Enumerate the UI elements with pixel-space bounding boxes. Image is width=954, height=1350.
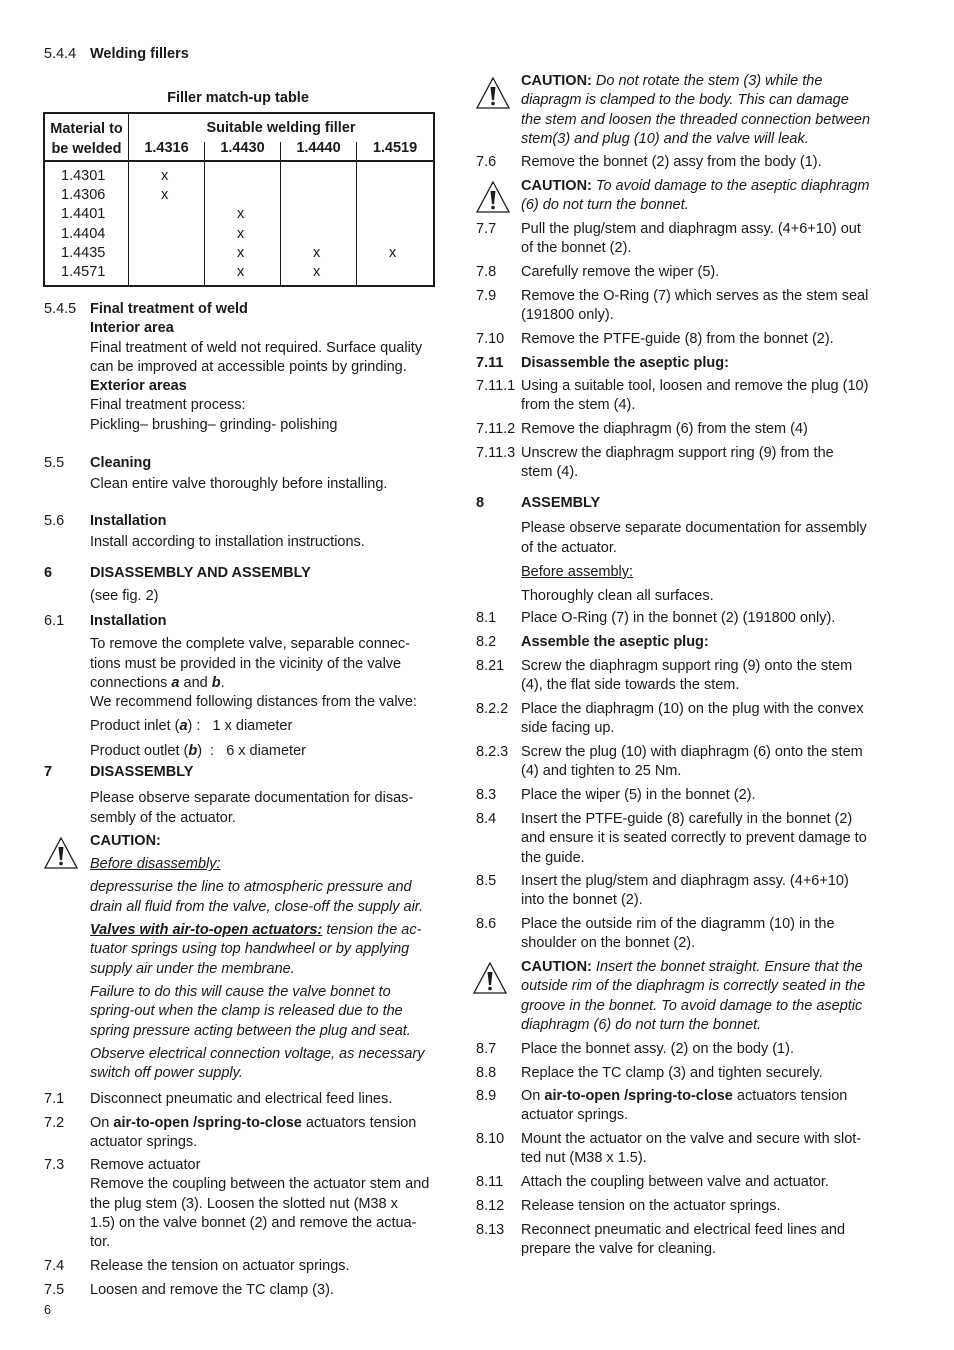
match-cell: x bbox=[237, 264, 245, 280]
section-title: Welding fillers bbox=[90, 46, 189, 62]
material-cell: 1.4401 bbox=[61, 206, 106, 223]
warning-icon bbox=[43, 836, 79, 870]
header-suitable-filler: Suitable welding filler bbox=[206, 120, 356, 136]
section-number: 5.4.4 bbox=[44, 46, 77, 62]
subheading: Exterior areas bbox=[90, 378, 187, 395]
section-title: Cleaning bbox=[90, 455, 152, 471]
warning-icon bbox=[475, 180, 511, 214]
chapter-title: DISASSEMBLY bbox=[90, 764, 194, 780]
filler-col-header: 1.4430 bbox=[220, 140, 265, 156]
document-page: 5.4.4 Welding fillers Filler match-up table Material to be welded Suitable welding filler 1.4316 1.4430 1.4440 1.4519 1.4301 x 1.4306 x 1.4401 x 1.4404 x 1.4435 x x x 1.4571 x x 5.4.5 Final treatment of weld Interior area Final treatment of weld not required. Surface quality can be improved at accessible points by grinding. Exterior areas Final treatment process: Pickling– brushing– grinding- polishing 5.5 Cleaning Clean entire valve thoroughly before installing. 5.6 Installation Install according to installation instructions. 6 DISASSEMBLY AND ASSEMBLY (see fig. 2) 6.1 Installation To remove the complete valve, separable connec- tions must be provided in the vicinity of the valve connections a and b. We recommend following distances from the valve: Product inlet (a) : 1 x diameter Product outlet (b) : 6 x diameter 7 DISASSEMBLY Please observe separate documentation for disas- sembly of the actuator. CAUTION: Before disassembly: depressurise the line to atmospheric pressure and drain all fluid from the valve, close-off the supply air. Valves with air-to-open actuators: tension the ac- tuator springs using top handwheel or by applying supply air under the membrane. Failure to do this will cause the valve bonnet to spring-out when the clamp is released due to the spring pressure acting between the plug and seat. Observe electrical connection voltage, as necessary switch off power supply. 7.1 Disconnect pneumatic and electrical feed lines. 7.2 On air-to-open /spring-to-close actuators tension actuator springs. 7.3 Remove actuator Remove the coupling between the actuator stem and the plug stem (3). Loosen the slotted nut (M38 x 1.5) on the valve bonnet (2) and remove the actua- tor. 7.4 Release the tension on actuator springs. 7.5 Loosen and remove the TC clamp (3). 6 CAUTION: Do not rotate the stem (3) while the diapragm is clamped to the body. This can damage the stem and loosen the threaded connection between stem(3) and plug (10) and the valve will leak. 7.6 Remove the bonnet (2) assy from the body (1). CAUTION: To avoid damage to the aseptic diaphragm (6) do not turn the bonnet. 7.7 Pull the plug/stem and diaphragm assy. (4+6+10) out of the bonnet (2). 7.8 Carefully remove the wiper (5). 7.9 Remove the O-Ring (7) which serves as the stem seal (191800 only). 7.10 Remove the PTFE-guide (8) from the bonnet (2). 7.11 Disassemble the aseptic plug: 7.11.1 Using a suitable tool, loosen and remove the plug (10) from the stem (4). 7.11.2 Remove the diaphragm (6) from the stem (4) 7.11.3 Unscrew the diaphragm support ring (9) from the stem (4). 8 ASSEMBLY Please observe separate documentation for assembly of the actuator. Before assembly: Thoroughly clean all surfaces. 8.1 Place O-Ring (7) in the bonnet (2) (191800 only). 8.2 Assemble the aseptic plug: 8.21 Screw the diaphragm support ring (9) onto the stem (4), the flat side towards the stem. 8.2.2 Place the diaphragm (10) on the plug with the convex side facing up. 8.2.3 Screw the plug (10) with diaphragm (6) onto the stem (4) and tighten to 25 Nm. 8.3 Place the wiper (5) in the bonnet (2). 8.4 Insert the PTFE-guide (8) carefully in the bonnet (2) and ensure it is seated correctly to prevent damage to the guide. 8.5 Insert the plug/stem and diaphragm assy. (4+6+10) into the bonnet (2). 8.6 Place the outside rim of the diagramm (10) in the shoulder on the bonnet (2). CAUTION: Insert the bonnet straight. Ensure that the outside rim of the diaphragm is correctly seated in the groove in the bonnet. To avoid damage to the aseptic diaphragm (6) do not turn the bonnet. 8.7 Place the bonnet assy. (2) on the body (1). 8.8 Replace the TC clamp (3) and tighten securely. 8.9 On air-to-open /spring-to-close actuators tension actuator springs. 8.10 Mount the actuator on the valve and secure with slot- ted nut (M38 x 1.5). 8.11 Attach the coupling between valve and actuator. 8.12 Release tension on the actuator springs. 8.13 Reconnect pneumatic and electrical feed lines and prepare the valve for cleaning. bbox=[44, 46, 871, 1317]
subheading: Interior area bbox=[90, 320, 174, 337]
header-material: Material to be welded bbox=[50, 121, 123, 157]
section-title: Installation bbox=[90, 613, 167, 629]
match-cell: x bbox=[313, 244, 321, 261]
material-cell: 1.4435 bbox=[61, 244, 106, 261]
filler-col-header: 1.4440 bbox=[296, 140, 341, 156]
warning-icon bbox=[472, 961, 508, 995]
section-title: Final treatment of weld bbox=[90, 301, 248, 317]
filler-table bbox=[43, 112, 435, 287]
caution-label: CAUTION: bbox=[90, 832, 161, 849]
match-cell: x bbox=[237, 225, 245, 242]
warning-icon bbox=[475, 76, 511, 110]
match-cell: x bbox=[237, 206, 245, 223]
chapter-title: DISASSEMBLY AND ASSEMBLY bbox=[90, 565, 311, 581]
filler-col-header: 1.4316 bbox=[144, 140, 189, 156]
material-cell: 1.4571 bbox=[61, 264, 106, 280]
section-title: Installation bbox=[90, 513, 167, 529]
match-cell: x bbox=[389, 244, 397, 261]
match-cell: x bbox=[313, 264, 321, 280]
chapter-title: ASSEMBLY bbox=[521, 495, 601, 511]
filler-col-header: 1.4519 bbox=[372, 140, 418, 156]
match-cell: x bbox=[237, 244, 245, 261]
material-cell: 1.4404 bbox=[61, 225, 106, 242]
material-cell: 1.4301 bbox=[61, 168, 106, 184]
match-cell: x bbox=[161, 187, 169, 204]
table-caption: Filler match-up table bbox=[167, 90, 309, 106]
page-number: 6 bbox=[44, 1303, 51, 1317]
material-cell: 1.4306 bbox=[61, 187, 106, 204]
match-cell: x bbox=[161, 168, 169, 184]
